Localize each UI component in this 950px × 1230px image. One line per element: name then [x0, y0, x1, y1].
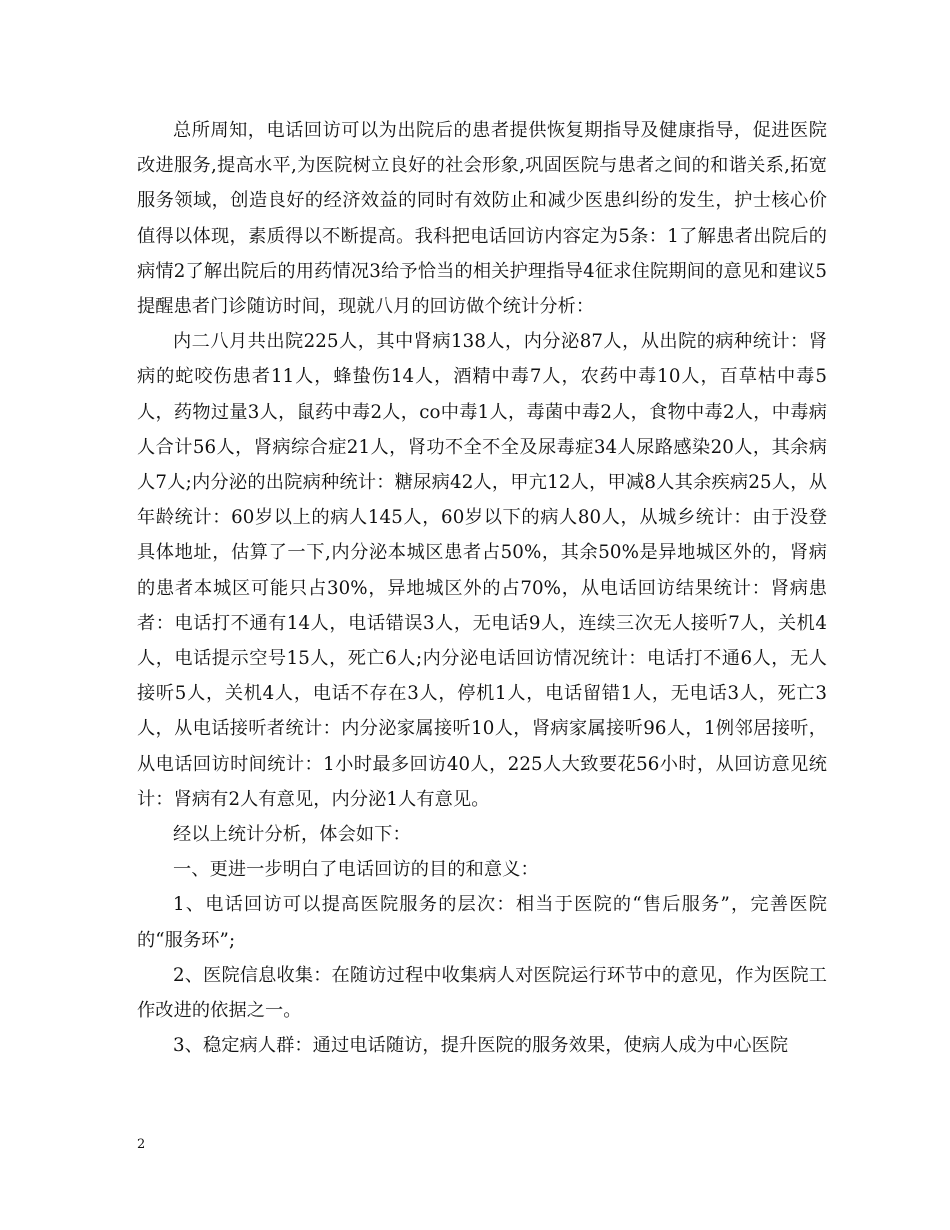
- paragraph-point-3: 3、稳定病人群：通过电话随访，提升医院的服务效果，使病人成为中心医院: [173, 1035, 789, 1057]
- page-number: 2: [137, 1137, 146, 1152]
- paragraph-point-1: 1、电话回访可以提高医院服务的层次：相当于医院的“售后服务”，完善医院的“服务环”;: [137, 894, 827, 951]
- paragraph-conclusion-intro: 经以上统计分析，体会如下：: [173, 824, 411, 846]
- paragraph-point-2: 2、医院信息收集：在随访过程中收集病人对医院运行环节中的意见，作为医院工作改进的依据之一。: [137, 964, 827, 1022]
- document-body: [137, 113, 827, 1063]
- paragraph-section-heading: 一、更进一步明白了电话回访的目的和意义：: [173, 859, 539, 881]
- paragraph-statistics: 内二八月共出院225人，其中肾病138人，内分泌87人，从出院的病种统计：肾病的蛇咬伤患者11人，蜂蛰伤14人，酒精中毒7人，农药中毒10人，百草枯中毒5人，药物过量3人，鼠药中毒2人，co中毒1人，毒菌中毒2人，食物中毒2人，中毒病人合计56人，肾病综合症21人，肾功不全不全及尿毒症34人尿路感染20人，其余病人7人;内分泌的出院病种统计：糖尿病42人，甲亢12人，甲减8人其余疾病25人，从年龄统计：60岁以上的病人145人，60岁以下的病人80人，从城乡统计：由于没登具体地址，估算了一下,内分泌本城区患者占50%，其余50%是异地城区外的，肾病的患者本城区可能只占30%，异地城区外的占70%，从电话回访结果统计：肾病患者：电话打不通有14人，电话错误3人，无电话9人，连续三次无人接听7人，关机4人，电话提示空号15人，死亡6人;内分泌电话回访情况统计：电话打不通6人，无人接听5人，关机4人，电话不存在3人，停机1人，电话留错1人，无电话3人，死亡3人，从电话接听者统计：内分泌家属接听10人，肾病家属接听96人，1例邻居接听，从电话回访时间统计：1小时最多回访40人，225人大致要花56小时，从回访意见统计：肾病有2人有意见，内分泌1人有意见。: [137, 331, 827, 810]
- paragraph-intro: 总所周知，电话回访可以为出院后的患者提供恢复期指导及健康指导，促进医院改进服务,提高水平,为医院树立良好的社会形象,巩固医院与患者之间的和谐关系,拓宽服务领域，创造良好的经济效益的同时有效防止和减少医患纠纷的发生，护士核心价值得以体现，素质得以不断提高。我科把电话回访内容定为5条：1了解患者出院后的病情2了解出院后的用药情况3给予恰当的相关护理指导4征求住院期间的意见和建议5提醒患者门诊随访时间，现就八月的回访做个统计分析：: [137, 120, 827, 318]
